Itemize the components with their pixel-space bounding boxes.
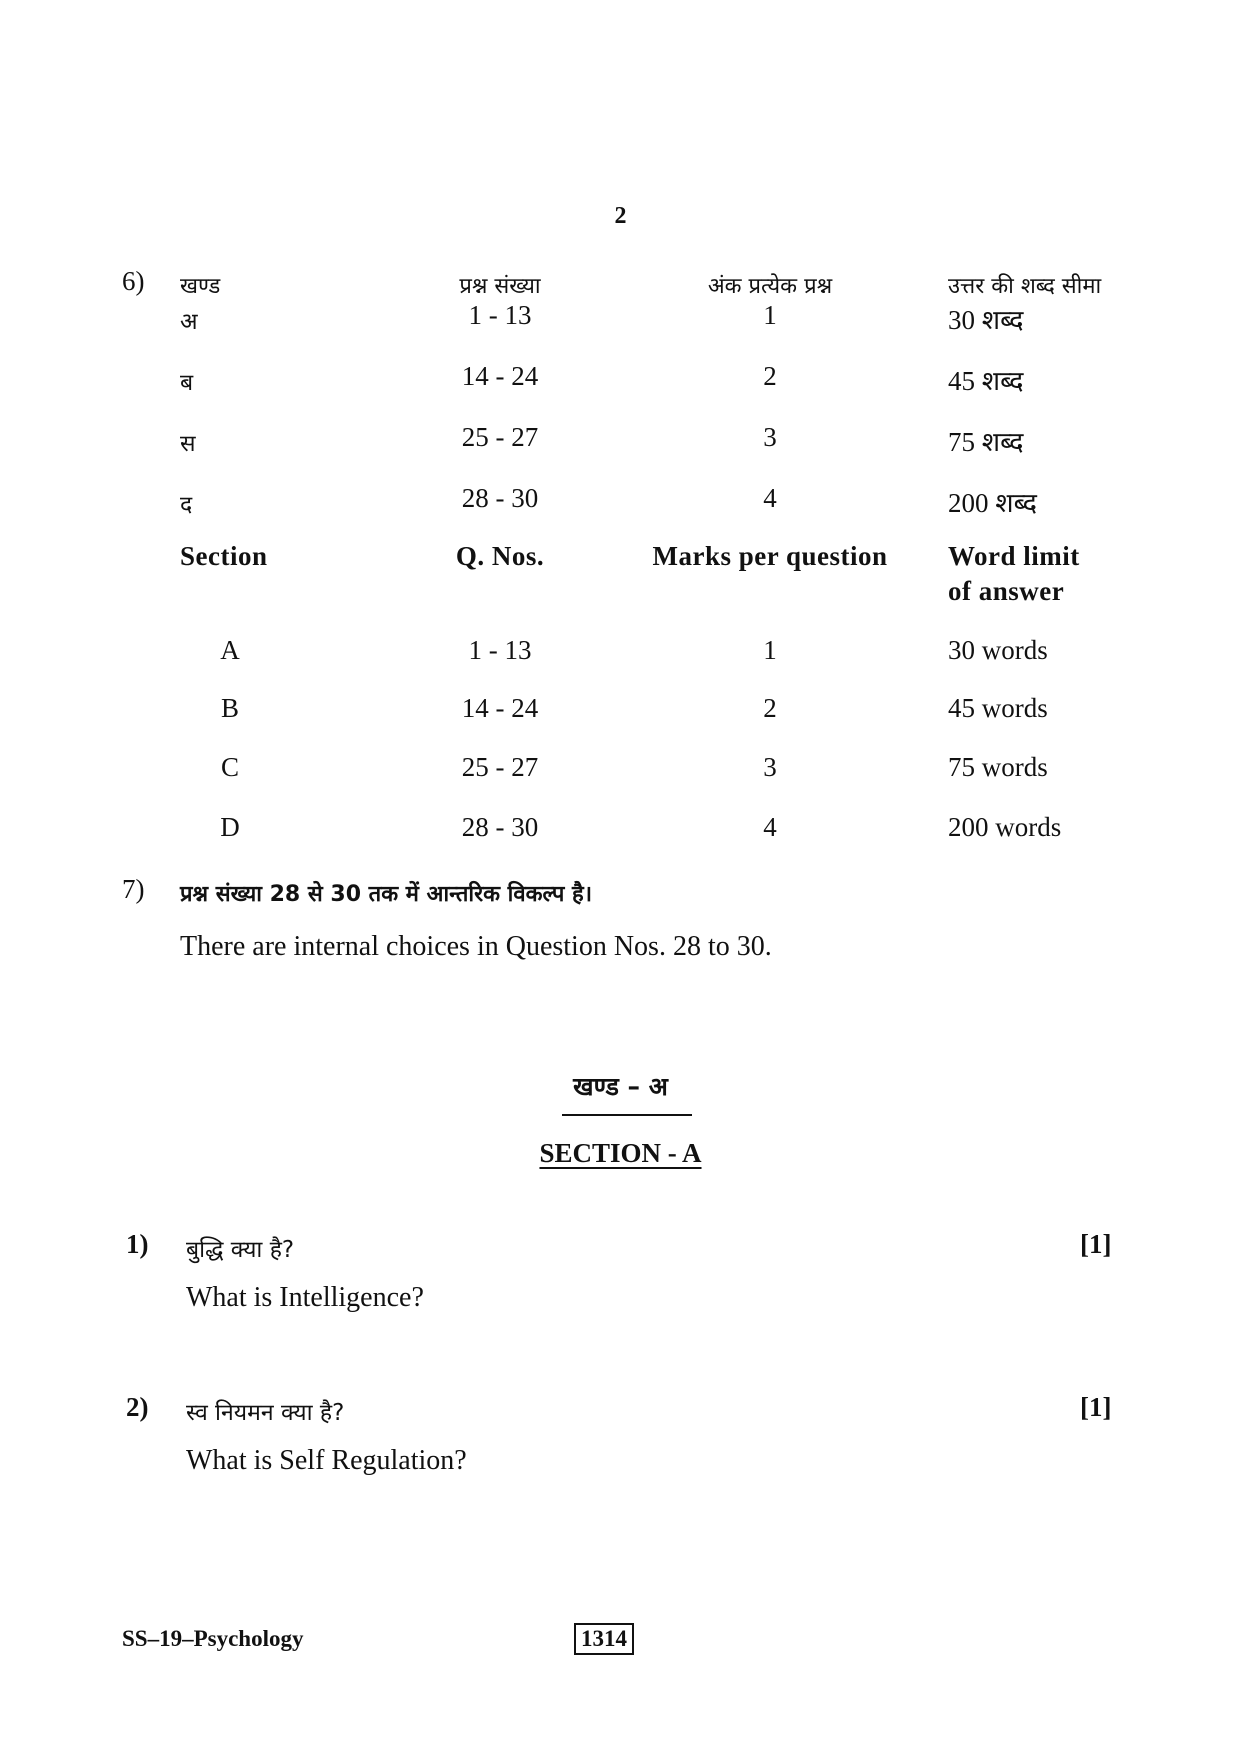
section-heading-hindi: खण्ड – अ [573,1072,668,1101]
english-table-cell: 4 [763,812,777,842]
question-2-number: 2) [126,1392,149,1422]
english-header-word-limit: Word limit [948,541,1080,571]
english-header-qnos: Q. Nos. [455,541,545,571]
question-2-hindi: स्व नियमन क्या है? [186,1400,345,1426]
question-1-number: 1) [126,1229,149,1259]
hindi-table-cell: 3 [763,422,777,452]
hindi-header-word-limit: उत्तर की शब्द सीमा [948,274,1102,299]
hindi-header-marks: अंक प्रत्येक प्रश्न [707,274,833,299]
hindi-table-cell: ब [180,370,194,396]
hindi-table-cell: 1 - 13 [468,300,532,330]
english-table-cell: A [220,635,240,665]
english-table-cell: 28 - 30 [461,812,539,842]
english-header-section: Section [180,541,268,571]
question-1-english: What is Intelligence? [186,1282,424,1313]
hindi-table-cell: द [180,492,193,518]
instruction-7-number: 7) [122,874,145,904]
hindi-table-cell: 28 - 30 [461,483,539,513]
question-2-english: What is Self Regulation? [186,1445,467,1476]
english-table-cell: 200 words [948,812,1062,842]
instruction-6-number: 6) [122,266,145,296]
hindi-table-cell: 4 [763,483,777,513]
page-number: 2 [614,203,627,229]
english-table-cell: 1 [763,635,777,665]
section-heading-rule [562,1114,692,1116]
english-header-word-limit-line2: of answer [948,576,1065,606]
english-table-cell: C [220,752,239,782]
english-table-cell: 75 words [948,752,1048,782]
english-table-cell: 45 words [948,693,1048,723]
english-table-cell: 3 [763,752,777,782]
hindi-table-cell: 200 शब्द [948,488,1037,518]
question-2-marks: [1] [1080,1392,1112,1422]
hindi-table-cell: 14 - 24 [461,361,539,391]
section-heading-english: SECTION - A [539,1138,702,1168]
hindi-header-qnos: प्रश्न संख्या [459,274,541,299]
hindi-header-section: खण्ड [180,274,221,299]
instruction-7-hindi: प्रश्न संख्या 28 से 30 तक में आन्तरिक विकल्प है। [180,882,593,907]
hindi-table-cell: 30 शब्द [948,305,1024,335]
english-table-cell: 25 - 27 [461,752,539,782]
english-table-cell: 30 words [948,635,1048,665]
hindi-table-cell: स [180,431,196,457]
english-table-cell: B [220,693,239,723]
footer-paper-code: 1314 [574,1623,634,1655]
hindi-table-cell: 1 [763,300,777,330]
question-1-marks: [1] [1080,1229,1112,1259]
english-table-cell: D [220,812,240,842]
footer-paper-name: SS–19–Psychology [122,1626,304,1651]
hindi-table-cell: अ [180,309,198,335]
english-table-cell: 2 [763,693,777,723]
hindi-table-cell: 25 - 27 [461,422,539,452]
hindi-table-cell: 2 [763,361,777,391]
english-table-cell: 1 - 13 [468,635,532,665]
english-table-cell: 14 - 24 [461,693,539,723]
english-header-marks: Marks per question [652,541,888,571]
hindi-table-cell: 45 शब्द [948,366,1024,396]
hindi-table-cell: 75 शब्द [948,427,1024,457]
instruction-7-english: There are internal choices in Question Nos. 28 to 30. [180,931,772,962]
question-1-hindi: बुद्धि क्या है? [186,1237,295,1263]
